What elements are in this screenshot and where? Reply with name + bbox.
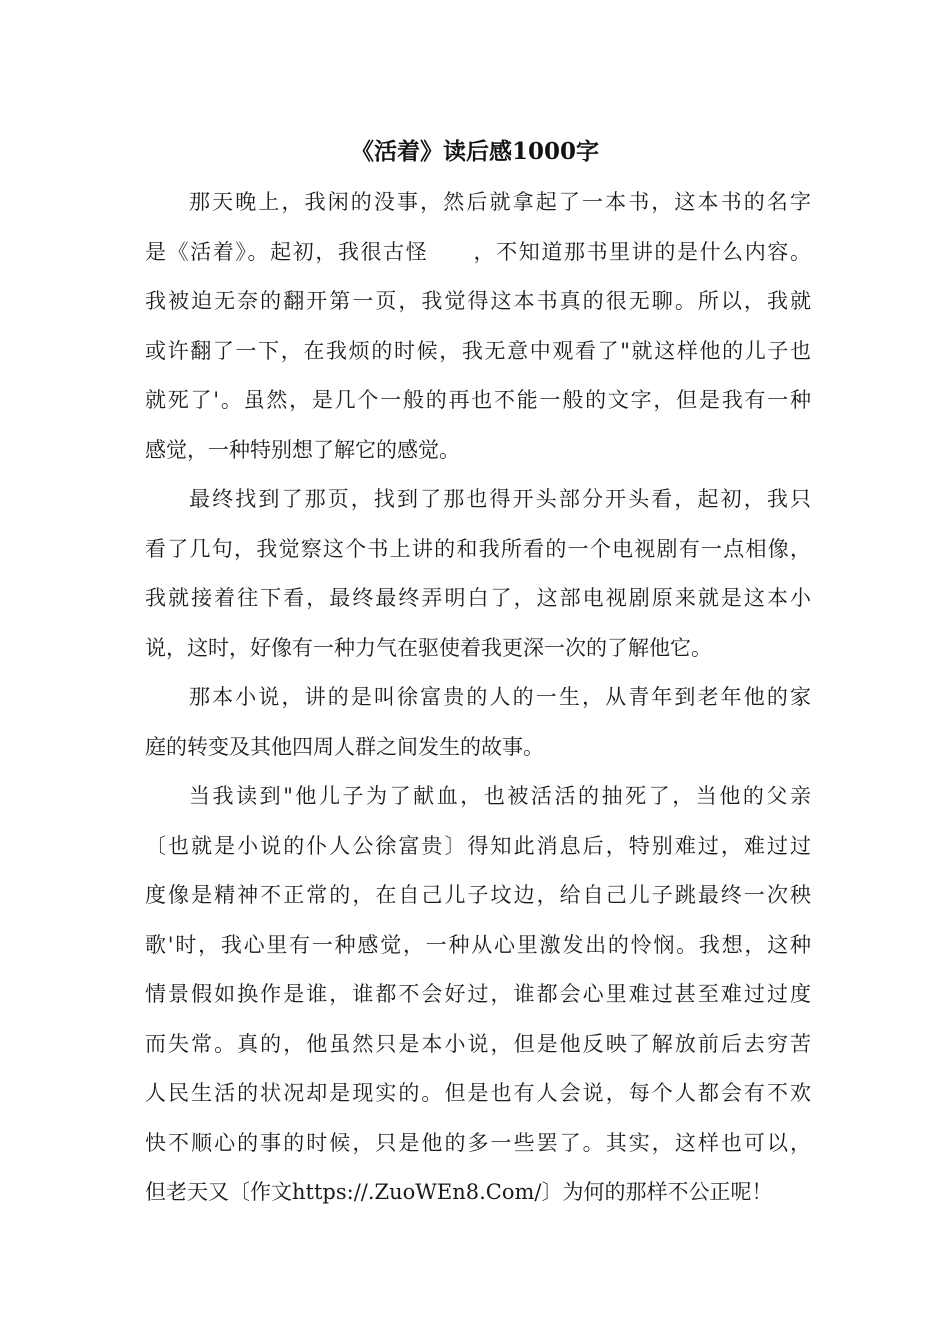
text-line: 当我读到"他儿子为了献血，也被活活的抽死了，当他的父亲 [189,784,811,808]
text-line: 那本小说，讲的是叫徐富贵的人的一生，从青年到老年他的家 [189,685,811,709]
text-line: 〔也就是小说的仆人公徐富贵〕得知此消息后，特别难过，难过过 [145,833,811,858]
document-body [145,178,811,1218]
text-line: 歌'时，我心里有一种感觉，一种从心里激发出的怜悯。我想，这种 [145,932,811,957]
text-line: 说，这时，好像有一种力气在驱使着我更深一次的了解他它。 [145,635,712,660]
text-line: 我就接着往下看，最终最终弄明白了，这部电视剧原来就是这本小 [145,586,811,610]
text-line: 情景假如换作是谁，谁都不会好过，谁都会心里难过甚至难过过度 [145,982,811,1006]
text-line: 庭的转变及其他四周人群之间发生的故事。 [145,734,544,759]
text-line: 度像是精神不正常的，在自己儿子坟边，给自己儿子跳最终一次秧 [145,883,811,907]
text-line: 快不顺心的事的时候，只是他的多一些罢了。其实，这样也可以， [145,1130,811,1155]
text-line: 我被迫无奈的翻开第一页，我觉得这本书真的很无聊。所以，我就 [145,289,811,313]
text-line: 那天晚上，我闲的没事，然后就拿起了一本书，这本书的名字 [189,190,811,214]
text-line: 最终找到了那页，找到了那也得开头部分开头看，起初，我只 [189,487,811,511]
text-line: 就死了'。虽然，是几个一般的再也不能一般的文字，但是我有一种 [145,388,811,412]
text-line: 人民生活的状况却是现实的。但是也有人会说，每个人都会有不欢 [145,1081,811,1105]
text-line: 看了几句，我觉察这个书上讲的和我所看的一个电视剧有一点相像， [145,536,811,561]
document-title: 《活着》读后感1000字 [350,138,599,165]
text-line: 是《活着》。起初，我很古怪 ，不知道那书里讲的是什么内容。 [145,239,811,264]
text-line: 或许翻了一下，在我烦的时候，我无意中观看了"就这样他的儿子也 [145,338,811,363]
text-line: 而失常。真的，他虽然只是本小说，但是他反映了解放前后去穷苦 [145,1031,811,1056]
text-line: 但老天又〔作文https://.ZuoWEn8.Com/〕为何的那样不公正呢！ [145,1180,773,1204]
text-line: 感觉，一种特别想了解它的感觉。 [145,437,460,462]
